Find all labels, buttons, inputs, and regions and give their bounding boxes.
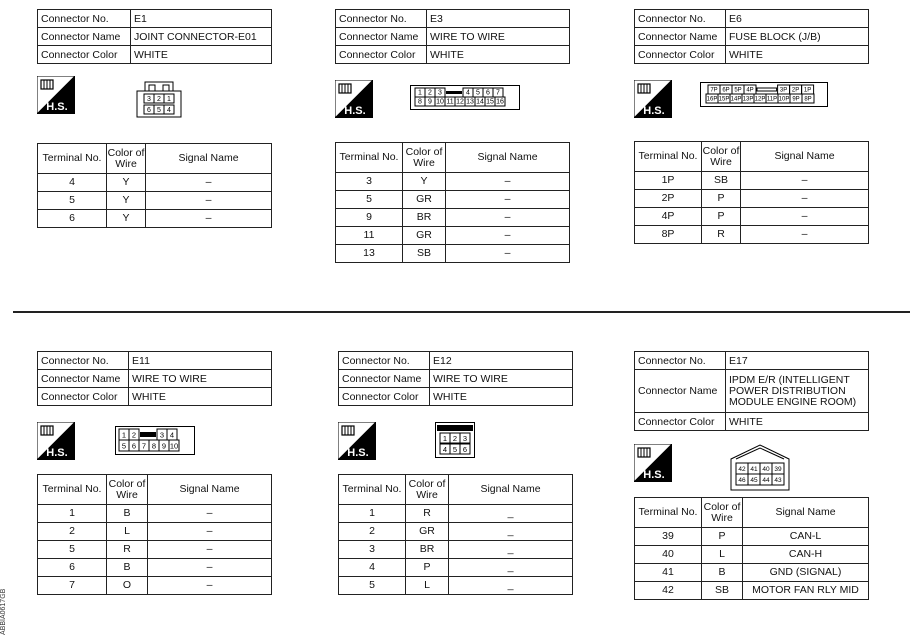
table-row: 5 L _ xyxy=(339,577,573,595)
svg-text:2: 2 xyxy=(452,434,458,443)
connector-block-e12 xyxy=(338,351,573,406)
cavity-label: 8P xyxy=(804,96,812,103)
connector-info-table: Connector No. E6 Connector Name FUSE BLOCK (J/B) Connector Color WHITE xyxy=(634,9,869,64)
cavity-label: 8 xyxy=(151,441,157,451)
cavity-label: 6P xyxy=(722,87,730,94)
table-row: 11 GR – xyxy=(336,227,570,245)
svg-text:6: 6 xyxy=(462,445,468,454)
cavity-label: 16P xyxy=(706,96,718,103)
svg-text:41: 41 xyxy=(750,466,758,473)
cavity-label: 9P xyxy=(792,96,800,103)
svg-text:H.S.: H.S. xyxy=(46,447,68,459)
svg-text:H.S.: H.S. xyxy=(347,447,369,459)
cavity-label: 11 xyxy=(446,98,454,106)
connector-face-diagram-e17 xyxy=(730,443,790,491)
table-row: 1 R _ xyxy=(339,505,573,523)
connector-block-e11 xyxy=(37,351,272,406)
connector-face-diagram-e1 xyxy=(136,79,182,119)
connector-info-table: Connector No. E17 Connector Name IPDM E/R (INTELLIGENT POWER DISTRIBUTION MODULE ENGINE ROOM) Connector Color WHITE xyxy=(634,351,869,431)
connector-no-value: E12 xyxy=(430,352,573,370)
table-row: 42 SB MOTOR FAN RLY MID xyxy=(635,582,869,600)
cavity-label: 15P xyxy=(718,96,730,103)
connector-name-value: FUSE BLOCK (J/B) xyxy=(726,28,869,46)
svg-text:2: 2 xyxy=(157,96,161,103)
connector-name-value: WIRE TO WIRE xyxy=(430,370,573,388)
svg-text:5: 5 xyxy=(157,107,161,114)
svg-text:46: 46 xyxy=(738,477,746,484)
cavity-label: 1 xyxy=(418,89,422,97)
connector-name-value: WIRE TO WIRE xyxy=(427,28,570,46)
table-row: 5 R – xyxy=(38,541,272,559)
cavity-label: 4P xyxy=(746,87,754,94)
connector-face-diagram-e3 xyxy=(410,85,520,110)
table-row: 6 B – xyxy=(38,559,272,577)
connector-color-value: WHITE xyxy=(427,46,570,64)
connector-block-e1 xyxy=(37,9,272,64)
table-row: 2 GR _ xyxy=(339,523,573,541)
svg-text:45: 45 xyxy=(750,477,758,484)
table-row: 41 B GND (SIGNAL) xyxy=(635,564,869,582)
cavity-label: 13 xyxy=(466,98,474,106)
svg-text:40: 40 xyxy=(762,466,770,473)
connector-face-diagram-e12 xyxy=(435,422,475,458)
connector-no-value: E11 xyxy=(129,352,272,370)
table-row: 2P P – xyxy=(635,190,869,208)
cavity-label: 6 xyxy=(486,89,490,97)
svg-text:4: 4 xyxy=(442,445,448,454)
cavity-label: 7P xyxy=(710,87,718,94)
connector-block-e3 xyxy=(335,9,570,64)
connector-block-e6 xyxy=(634,9,869,64)
cavity-label: 10 xyxy=(169,441,179,451)
cavity-label: 4 xyxy=(466,89,470,97)
cavity-label: 12P xyxy=(754,96,766,103)
table-row: 7 O – xyxy=(38,577,272,595)
cavity-label: 5P xyxy=(734,87,742,94)
connector-no-value: E3 xyxy=(427,10,570,28)
table-row: 4 Y – xyxy=(38,174,272,192)
connector-name-value: WIRE TO WIRE xyxy=(129,370,272,388)
svg-text:3: 3 xyxy=(462,434,468,443)
connector-color-value: WHITE xyxy=(726,46,869,64)
cavity-label: 2P xyxy=(791,87,800,94)
svg-text:44: 44 xyxy=(762,477,770,484)
svg-text:H.S.: H.S. xyxy=(643,469,665,481)
hs-label: H.S. xyxy=(46,101,68,113)
cavity-label: 13P xyxy=(742,96,754,103)
cavity-label: 14P xyxy=(730,96,742,103)
hs-harness-side-icon xyxy=(335,80,373,118)
svg-text:42: 42 xyxy=(738,466,746,473)
figure-code: ABBIA0617GB xyxy=(0,588,7,635)
key-block xyxy=(140,432,156,437)
connector-info-table: Connector No. E12 Connector Name WIRE TO WIRE Connector Color WHITE xyxy=(338,351,573,406)
table-row: 4 P _ xyxy=(339,559,573,577)
connector-info-table: Connector No. E11 Connector Name WIRE TO WIRE Connector Color WHITE xyxy=(37,351,272,406)
terminal-table-e6: Terminal No. Color of Wire Signal Name 1P SB – 2P P – 4P P – 8P R – xyxy=(634,141,869,244)
cavity-label: 10 xyxy=(436,98,444,106)
cavity-label: 3 xyxy=(159,430,165,440)
table-row: 1 B – xyxy=(38,505,272,523)
svg-text:H.S.: H.S. xyxy=(344,105,366,117)
cavity-label: 9 xyxy=(161,441,167,451)
svg-text:3: 3 xyxy=(147,96,151,103)
hs-harness-side-icon xyxy=(37,76,75,114)
terminal-table-e1: Terminal No. Color of Wire Signal Name 4 Y – 5 Y – 6 Y – xyxy=(37,143,272,228)
svg-text:1: 1 xyxy=(442,434,448,443)
cavity-label: 1 xyxy=(121,430,127,440)
svg-text:H.S.: H.S. xyxy=(643,105,665,117)
cavity-label: 12 xyxy=(456,98,464,106)
terminal-table-e17: Terminal No. Color of Wire Signal Name 39 P CAN-L 40 L CAN-H 41 B GND (SIGNAL) 42 SB MOTOR FAN RLY MID xyxy=(634,497,869,600)
table-row: 40 L CAN-H xyxy=(635,546,869,564)
key-slot xyxy=(757,88,777,91)
table-row: 13 SB – xyxy=(336,245,570,263)
cavity-label: 16 xyxy=(496,98,504,106)
hs-harness-side-icon xyxy=(338,422,376,460)
cavity-label: 11P xyxy=(766,96,778,103)
terminal-table-e11: Terminal No. Color of Wire Signal Name 1 B – 2 L – 5 R – 6 B – 7 O – xyxy=(37,474,272,595)
table-row: 4P P – xyxy=(635,208,869,226)
table-row: 2 L – xyxy=(38,523,272,541)
connector-face-diagram-e6 xyxy=(700,82,828,107)
hs-harness-side-icon xyxy=(634,444,672,482)
terminal-table-e3: Terminal No. Color of Wire Signal Name 3 Y – 5 GR – 9 BR – 11 GR – 13 SB – xyxy=(335,142,570,263)
cavity-label: 9 xyxy=(428,98,432,106)
connector-no-value: E1 xyxy=(131,10,272,28)
cavity-label: 4 xyxy=(169,430,175,440)
hs-harness-side-icon xyxy=(37,422,75,460)
connector-name-value: IPDM E/R (INTELLIGENT POWER DISTRIBUTION MODULE ENGINE ROOM) xyxy=(726,370,869,413)
cavity-label: 2 xyxy=(428,89,432,97)
terminal-table-e12: Terminal No. Color of Wire Signal Name 1 R _ 2 GR _ 3 BR _ 4 P _ 5 L _ xyxy=(338,474,573,595)
cavity-label: 3 xyxy=(438,89,442,97)
cavity-label: 15 xyxy=(486,98,494,106)
connector-no-value: E17 xyxy=(726,352,869,370)
svg-text:43: 43 xyxy=(774,477,782,484)
svg-text:5: 5 xyxy=(452,445,458,454)
svg-text:6: 6 xyxy=(147,107,151,114)
connector-color-value: WHITE xyxy=(131,46,272,64)
key-block xyxy=(446,91,462,94)
cavity-label: 1P xyxy=(803,87,812,94)
connector-info-table: Connector No. E1 Connector Name JOINT CONNECTOR-E01 Connector Color WHITE xyxy=(37,9,272,64)
table-row: 3 Y – xyxy=(336,173,570,191)
table-row: 6 Y – xyxy=(38,210,272,228)
connector-name-value: JOINT CONNECTOR-E01 xyxy=(131,28,272,46)
connector-color-value: WHITE xyxy=(726,413,869,431)
connector-color-value: WHITE xyxy=(129,388,272,406)
cavity-label: 6 xyxy=(131,441,137,451)
cavity-label: 7 xyxy=(496,89,500,97)
table-row: 8P R – xyxy=(635,226,869,244)
cavity-label: 7 xyxy=(141,441,147,451)
svg-text:1: 1 xyxy=(167,96,171,103)
cavity-label: 2 xyxy=(131,430,137,440)
cavity-label: 5 xyxy=(121,441,127,451)
svg-text:4: 4 xyxy=(167,107,171,114)
table-row: 39 P CAN-L xyxy=(635,528,869,546)
section-divider xyxy=(13,311,910,313)
connector-block-e17 xyxy=(634,351,869,431)
table-row: 1P SB – xyxy=(635,172,869,190)
connector-color-value: WHITE xyxy=(430,388,573,406)
cavity-label: 3P xyxy=(779,87,788,94)
table-row: 9 BR – xyxy=(336,209,570,227)
connector-face-diagram-e11 xyxy=(115,426,195,455)
hs-harness-side-icon xyxy=(634,80,672,118)
table-row: 5 Y – xyxy=(38,192,272,210)
cavity-label: 5 xyxy=(476,89,480,97)
cavity-label: 14 xyxy=(476,98,484,106)
cavity-label: 10P xyxy=(778,96,790,103)
table-row: 3 BR _ xyxy=(339,541,573,559)
connector-no-value: E6 xyxy=(726,10,869,28)
svg-text:39: 39 xyxy=(774,466,782,473)
cavity-label: 8 xyxy=(418,98,422,106)
connector-info-table: Connector No. E3 Connector Name WIRE TO WIRE Connector Color WHITE xyxy=(335,9,570,64)
table-row: 5 GR – xyxy=(336,191,570,209)
